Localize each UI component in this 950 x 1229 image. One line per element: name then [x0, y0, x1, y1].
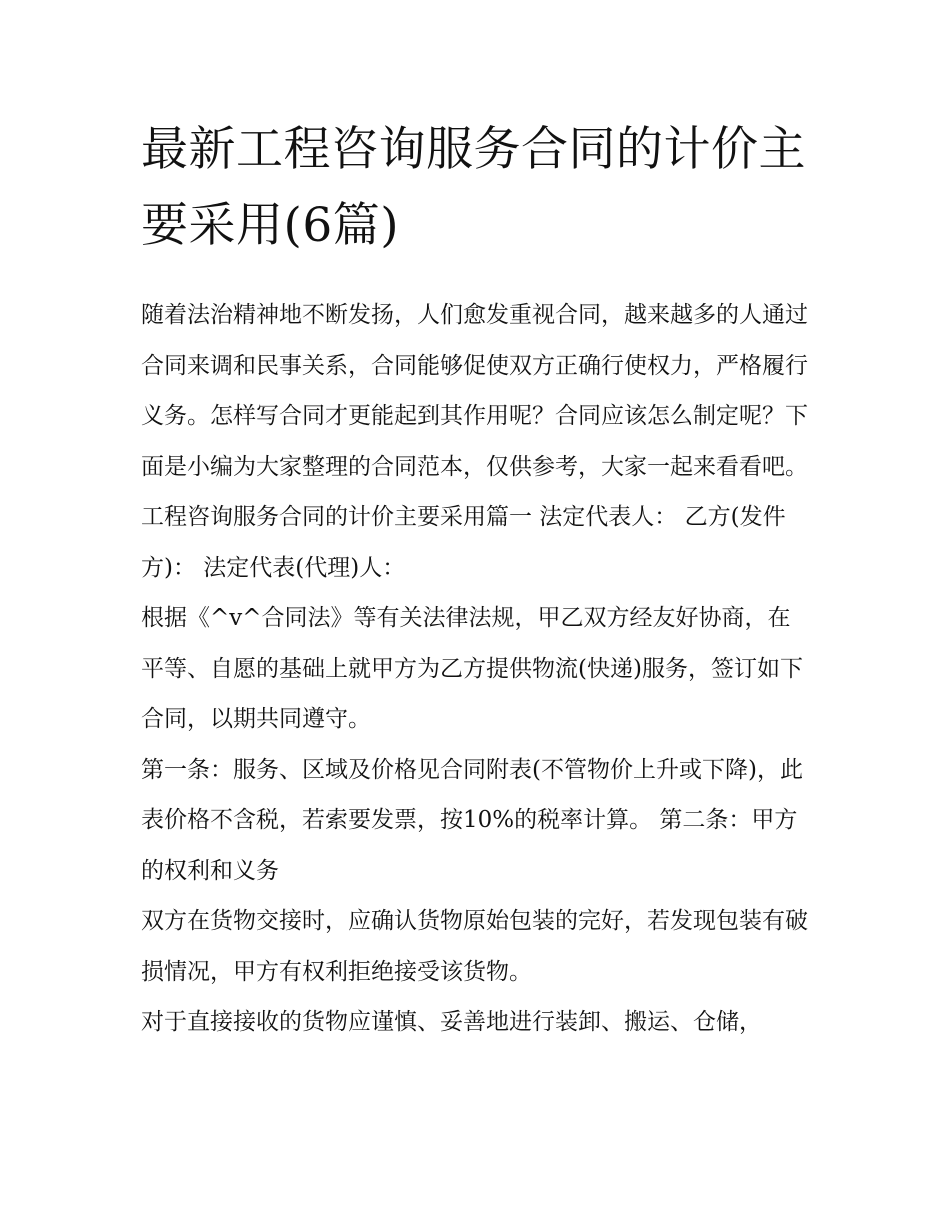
document-body	[141, 290, 813, 1048]
paragraph-handover: 双方在货物交接时，应确认货物原始包装的完好，若发现包装有破损情况，甲方有权利拒绝接受该货物。	[141, 908, 808, 985]
document-content	[141, 112, 813, 1048]
document-title: 最新工程咨询服务合同的计价主要采用(6篇)	[141, 122, 806, 253]
paragraph-handling: 对于直接接收的货物应谨慎、妥善地进行装卸、搬运、仓储，	[141, 1009, 762, 1035]
paragraph-intro: 随着法治精神地不断发扬，人们愈发重视合同，越来越多的人通过合同来调和民事关系，合同能够促使双方正确行使权力，严格履行义务。怎样写合同才更能起到其作用呢？合同应该怎么制定呢？下面是小编为大家整理的合同范本，仅供参考，大家一起来看看吧。	[141, 302, 808, 480]
paragraph-article-1: 第一条：服务、区域及价格见合同附表(不管物价上升或下降)，此表价格不含税，若索要发票，按10%的税率计算。 第二条：甲方的权利和义务	[141, 756, 803, 884]
paragraph-basis: 根据《^v^合同法》等有关法律法规，甲乙双方经友好协商，在平等、自愿的基础上就甲方为乙方提供物流(快递)服务，签订如下合同，以期共同遵守。	[141, 605, 803, 732]
paragraph-parties: 工程咨询服务合同的计价主要采用篇一 法定代表人： 乙方(发件方)： 法定代表(代理)人：	[141, 504, 786, 581]
